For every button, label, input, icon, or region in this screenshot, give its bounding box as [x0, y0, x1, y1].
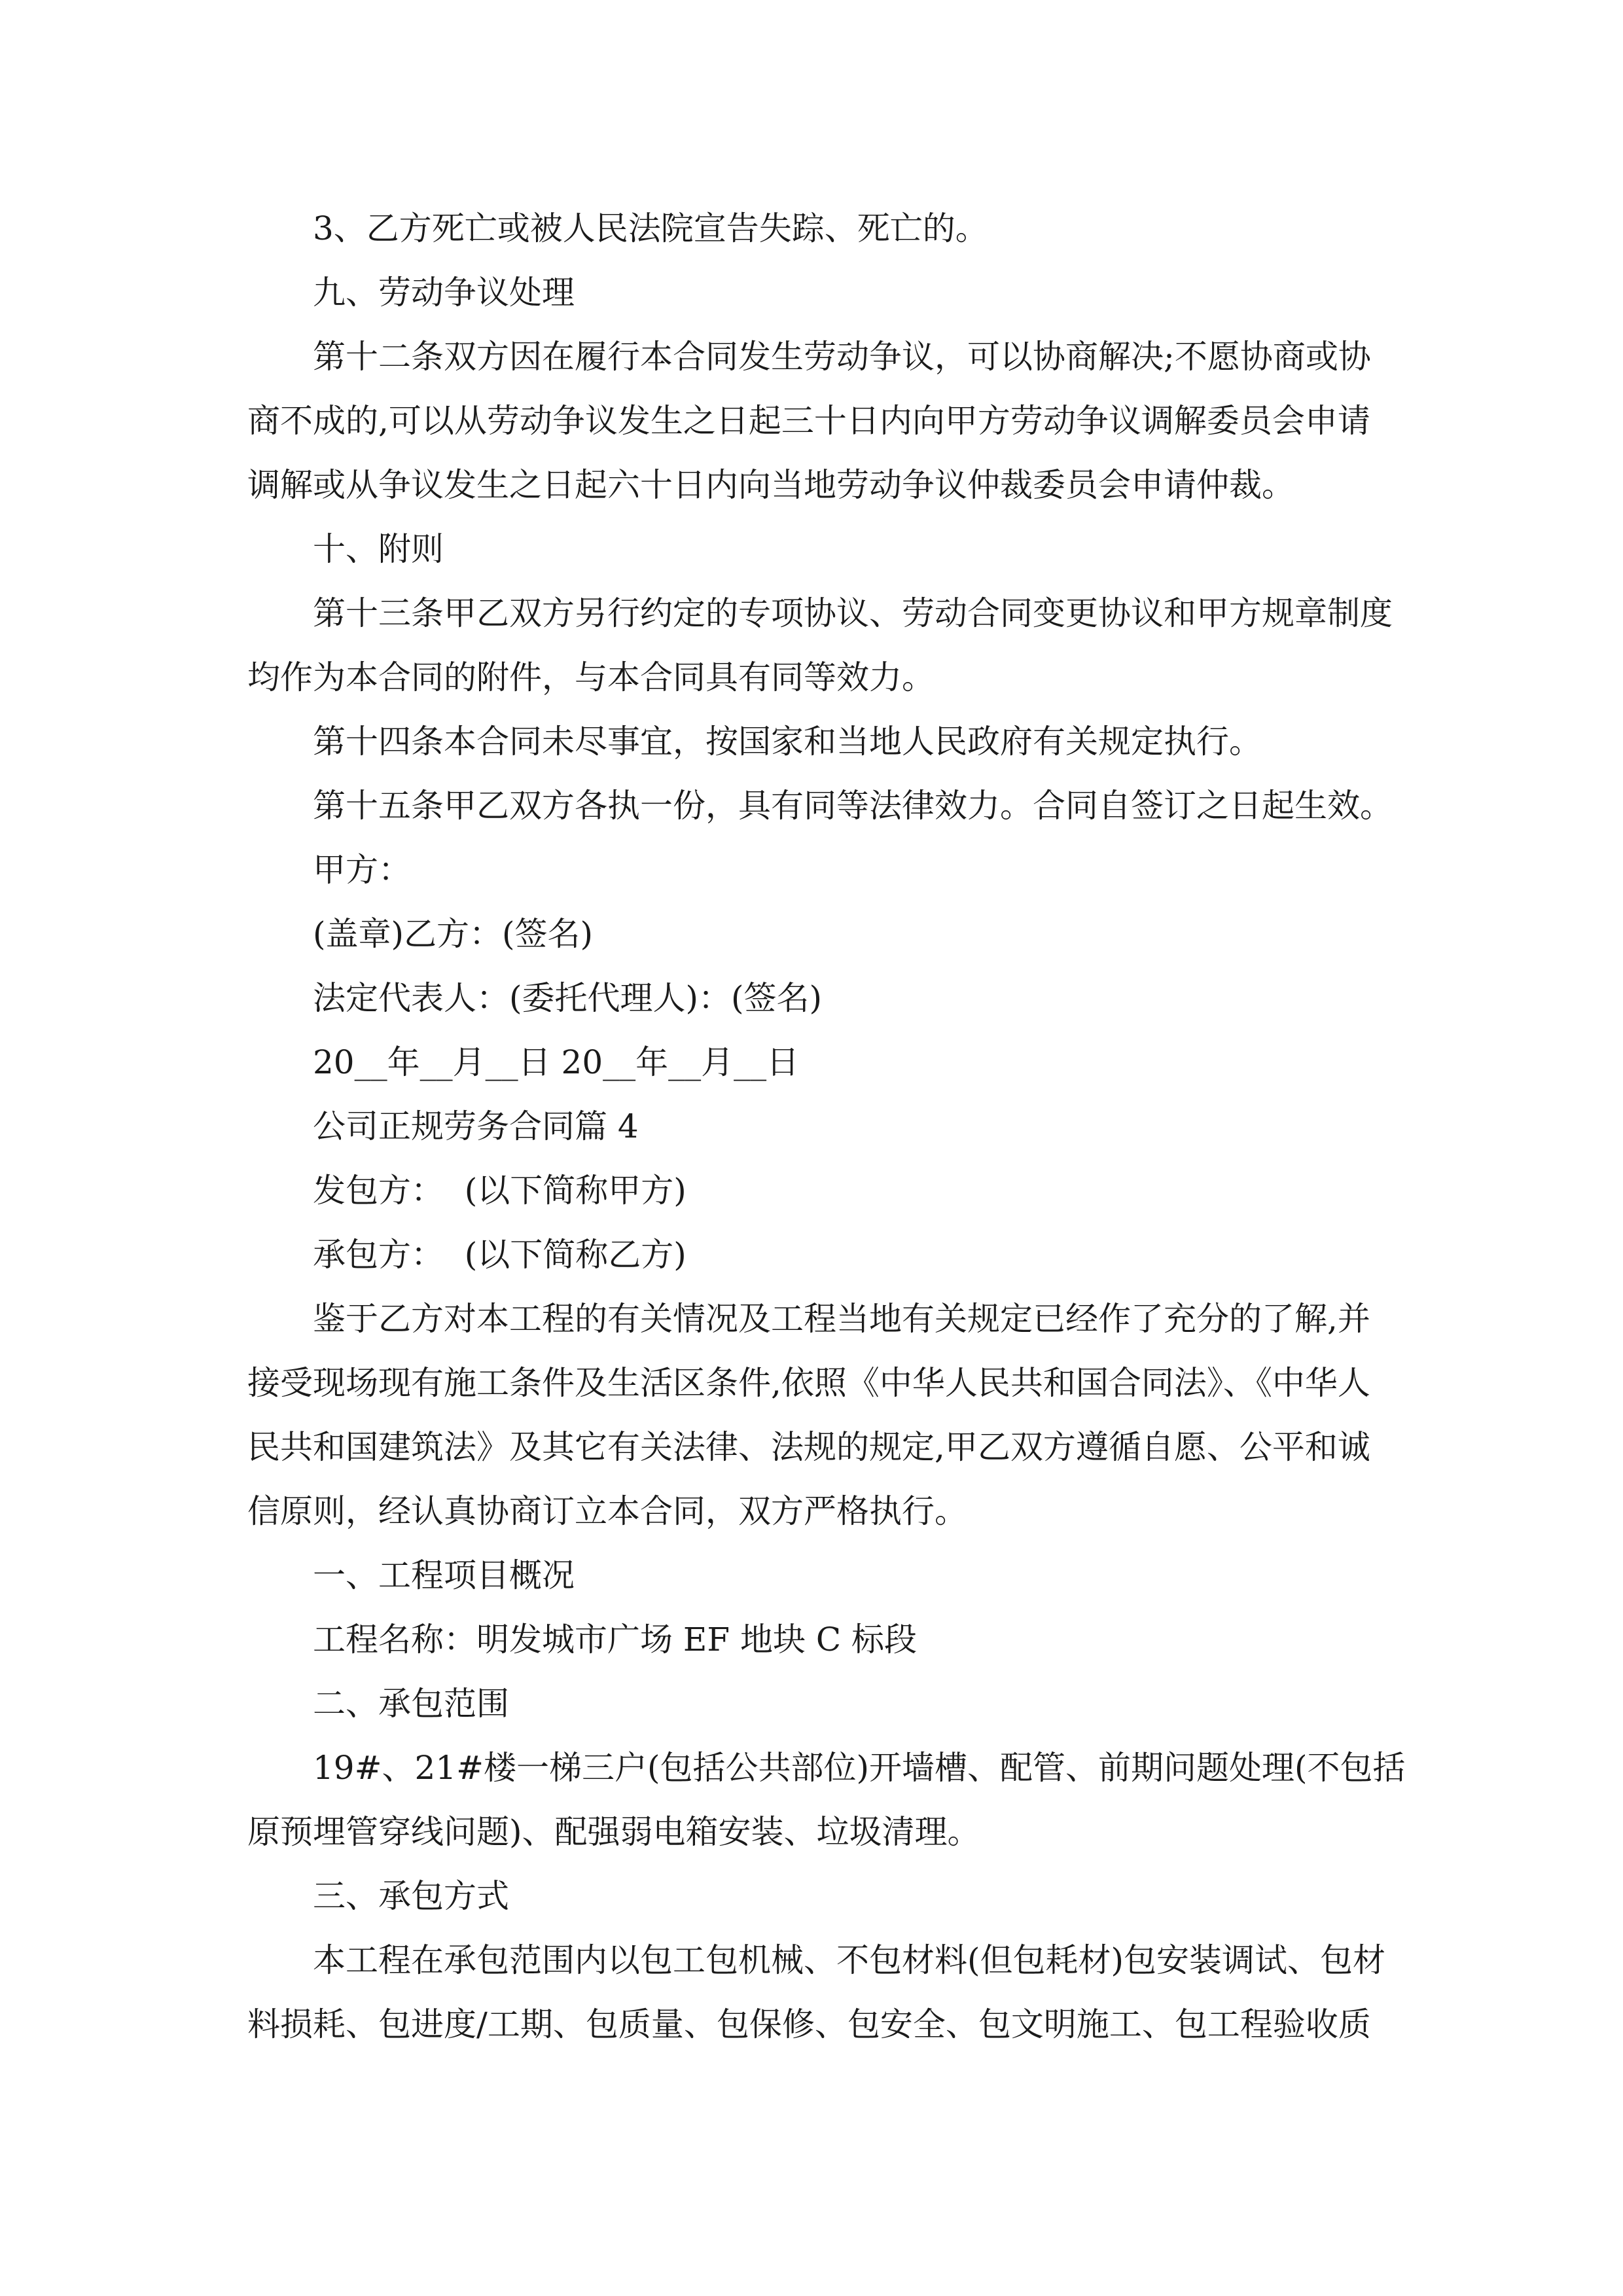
text-line: 工程名称：明发城市广场 EF 地块 C 标段: [313, 1621, 918, 1659]
text-line: 接受现场现有施工条件及生活区条件,依照《中华人民共和国合同法》、《中华人: [247, 1364, 1370, 1402]
text-line: 十、附则: [313, 530, 444, 568]
party-contractor-issuer: [247, 1158, 1380, 1223]
paragraph-method: [247, 1928, 1386, 2056]
text-line: 20__年__月__日 20__年__月__日: [313, 1043, 800, 1081]
paragraph-article-12: [247, 325, 1380, 517]
document-body: [247, 196, 1406, 2056]
text-line: 原预埋管穿线问题)、配强弱电箱安装、垃圾清理。: [247, 1813, 980, 1851]
text-line: 民共和国建筑法》及其它有关法律、法规的规定,甲乙双方遵循自愿、公平和诚: [247, 1428, 1370, 1466]
signature-dates: [247, 1030, 1380, 1094]
signature-seal-party-b: [247, 902, 1380, 966]
text-line: 3、乙方死亡或被人民法院宣告失踪、死亡的。: [313, 209, 988, 247]
signature-party-a: [247, 838, 1380, 902]
text-line: 一、工程项目概况: [313, 1556, 575, 1594]
project-name: [247, 1607, 1380, 1672]
section-heading-appendix: [247, 517, 1380, 581]
text-line: (盖章)乙方：(签名): [313, 915, 594, 953]
text-line: 第十五条甲乙双方各执一份，具有同等法律效力。合同自签订之日起生效。: [313, 787, 1393, 825]
paragraph-article-13: [247, 581, 1393, 709]
text-line: 料损耗、包进度/工期、包质量、包保修、包安全、包文明施工、包工程验收质: [247, 2005, 1371, 2043]
text-line: 法定代表人：(委托代理人)：(签名): [313, 979, 823, 1017]
section-heading-method: [247, 1864, 1380, 1928]
paragraph-article-14: [247, 709, 1380, 774]
text-line: 第十四条本合同未尽事宜，按国家和当地人民政府有关规定执行。: [313, 723, 1262, 761]
section-heading-scope: [247, 1672, 1380, 1736]
text-line: 本工程在承包范围内以包工包机械、不包材料(但包耗材)包安装调试、包材: [313, 1941, 1386, 1979]
section-heading-project-overview: [247, 1543, 1380, 1607]
party-contractor-receiver: [247, 1223, 1380, 1287]
text-line: 第十二条双方因在履行本合同发生劳动争议，可以协商解决;不愿协商或协: [313, 338, 1371, 376]
signature-representative: [247, 966, 1380, 1030]
paragraph-article-15: [247, 774, 1393, 838]
text-line: 三、承包方式: [313, 1877, 509, 1915]
text-line: 二、承包范围: [313, 1685, 509, 1723]
text-line: 均作为本合同的附件，与本合同具有同等效力。: [247, 658, 935, 696]
paragraph-scope: [247, 1736, 1406, 1864]
text-line: 公司正规劳务合同篇 4: [313, 1107, 639, 1145]
text-line: 信原则，经认真协商订立本合同，双方严格执行。: [247, 1492, 967, 1530]
section-heading-dispute: [247, 260, 1380, 325]
text-line: 第十三条甲乙双方另行约定的专项协议、劳动合同变更协议和甲方规章制度: [313, 594, 1393, 632]
text-line: 甲方：: [313, 851, 411, 889]
text-line: 发包方： (以下简称甲方): [313, 1172, 687, 1210]
text-line: 鉴于乙方对本工程的有关情况及工程当地有关规定已经作了充分的了解,并: [313, 1300, 1370, 1338]
text-line: 九、劳动争议处理: [313, 274, 575, 312]
text-line: 调解或从争议发生之日起六十日内向当地劳动争议仲裁委员会申请仲裁。: [247, 466, 1294, 504]
text-line: 承包方： (以下简称乙方): [313, 1236, 687, 1274]
contract-title-4: [247, 1094, 1380, 1158]
paragraph-clause-3: [247, 196, 1380, 260]
text-line: 商不成的,可以从劳动争议发生之日起三十日内向甲方劳动争议调解委员会申请: [247, 402, 1370, 440]
text-line: 19#、21#楼一梯三户(包括公共部位)开墙槽、配管、前期问题处理(不包括: [313, 1749, 1406, 1787]
paragraph-preamble: [247, 1287, 1380, 1543]
